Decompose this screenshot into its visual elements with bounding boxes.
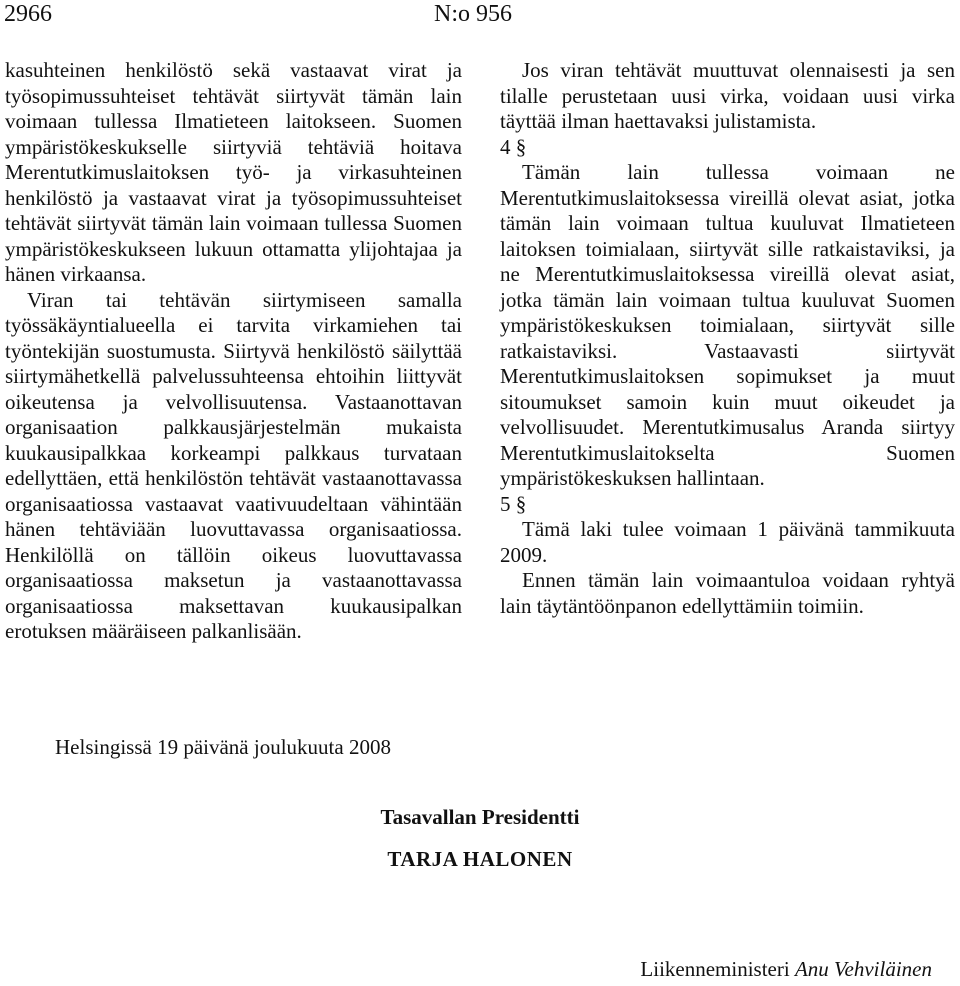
minister-name: Anu Vehviläinen [794, 957, 932, 981]
president-title: Tasavallan Presidentti [380, 805, 580, 829]
minister-title: Liikenneministeri [640, 957, 790, 981]
left-column [5, 58, 462, 645]
section-5-paragraph-1: Tämä laki tulee voimaan 1 päivänä tammikuuta 2009. [500, 517, 955, 567]
right-paragraph-1: Jos viran tehtävät muuttuvat olennaisesti ja sen tilalle perustetaan uusi virka, voidaan uusi virka täyttää ilman haettavaksi julistamista. [500, 58, 955, 133]
right-column [500, 58, 955, 619]
page-number: 2966 [4, 1, 52, 27]
minister-signature [640, 956, 932, 982]
section-4-text: Tämän lain tullessa voimaan ne Merentutkimuslaitoksessa vireillä olevat asiat, jotka tämän lain voimaan tultua kuuluvat Ilmatieteen laitoksen toimialaan, siirtyvät sille ratkaistaviksi, ja ne Merentutkimuslaitoksessa vireillä olevat asiat, jotka tämän lain voimaan tultua kuuluvat Suomen ympäristökeskuksen toimialaan, siirtyvät sille ratkaistaviksi. Vastaavasti siirtyvät Merentutkimuslaitoksen sopimukset ja muut sitoumukset samoin kuin muut oikeudet ja velvollisuudet. Merentutkimusalus Aranda siirtyy Merentutkimuslaitokselta Suomen ympäristökeskuksen hallintaan. [500, 160, 955, 490]
section-5-heading: 5 § [500, 491, 527, 516]
left-paragraph-1: kasuhteinen henkilöstö sekä vastaavat virat ja työsopimussuhteiset tehtävät siirtyvät tämän lain voimaan tullessa Ilmatieteen laitokseen. Suomen ympäristökeskukselle siirtyviä tehtäviä hoitava Merentutkimuslaitoksen työ- ja virkasuhteinen henkilöstö ja vastaavat virat ja työsopimussuhteiset tehtävät siirtyvät tämän lain voimaan tullessa Suomen ympäristökeskukseen lukuun ottamatta ylijohtajaa ja hänen virkaansa. [5, 58, 462, 286]
section-5-paragraph-2: Ennen tämän lain voimaantuloa voidaan ryhtyä lain täytäntöönpanon edellyttämiin toimiin. [500, 568, 955, 618]
section-4-heading: 4 § [500, 134, 527, 159]
left-paragraph-2: Viran tai tehtävän siirtymiseen samalla työssäkäyntialueella ei tarvita virkamiehen tai työntekijän suostumusta. Siirtyvä henkilöstö säilyttää siirtymähetkellä palvelussuhteensa ehtoihin liittyvät oikeutensa ja velvollisuutensa. Vastaanottavan organisaation palkkausjärjestelmän mukaista kuukausipalkkaa korkeampi palkkaus turvataan edellyttäen, että henkilöstön tehtävät vastaanottavassa organisaatiossa vastaavat vaativuudeltaan vähintään hänen tehtäviään luovuttavassa organisaatiossa. Henkilöllä on tällöin oikeus luovuttavassa organisaatiossa maksetun ja vastaanottavassa organisaatiossa maksettavan kuukausipalkan erotuksen määräiseen palkanlisään. [5, 287, 462, 643]
issue-number: N:o 956 [434, 1, 512, 27]
page-header [0, 0, 960, 40]
president-name: TARJA HALONEN [387, 847, 573, 871]
signing-place-date: Helsingissä 19 päivänä joulukuuta 2008 [55, 735, 391, 759]
